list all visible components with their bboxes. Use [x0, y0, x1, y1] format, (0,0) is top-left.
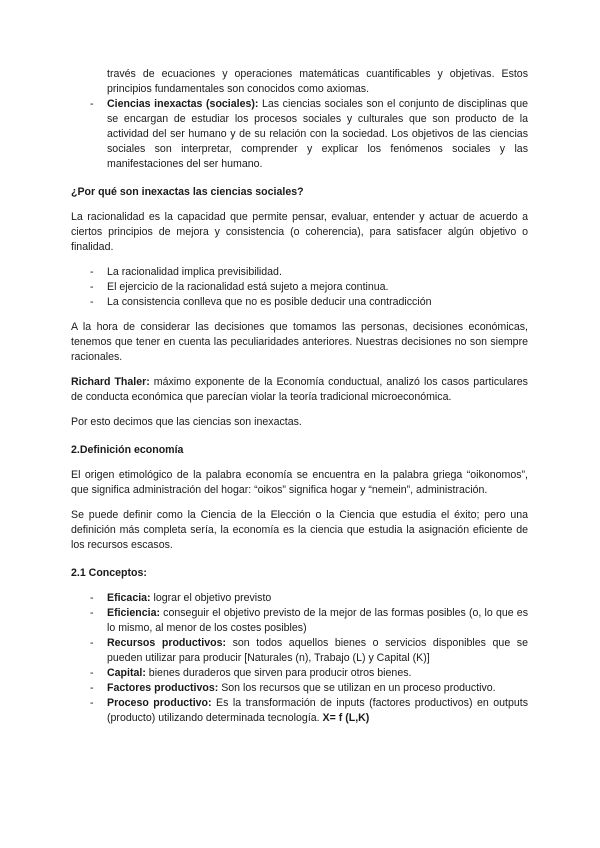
- bullet-dash: -: [90, 296, 94, 308]
- list-item: [71, 591, 528, 606]
- bullet-dash: -: [90, 637, 94, 649]
- list-item: [71, 666, 528, 681]
- bullet-dash: -: [90, 281, 94, 293]
- bullet-dash: -: [90, 98, 94, 110]
- term-recursos-productivos: Recursos productivos:: [107, 637, 227, 649]
- bullet-dash: -: [90, 697, 94, 709]
- term-eficiencia: Eficiencia:: [107, 607, 160, 619]
- paragraph-conclusion: Por esto decimos que las ciencias son inexactas.: [71, 416, 302, 428]
- science-type-list: [71, 97, 528, 172]
- list-item: [71, 265, 528, 280]
- section-heading-definicion: 2.Definición economía: [71, 444, 184, 456]
- definition-text: conseguir el objetivo previsto de la mejor de las formas posibles (o, lo que es lo mismo, al menor de los costes posibles): [107, 607, 528, 634]
- list-item: [71, 696, 528, 726]
- section-heading-inexactas: ¿Por qué son inexactas las ciencias sociales?: [71, 186, 304, 198]
- definition-text: Es la transformación de inputs (factores productivos) en outputs (producto) utilizando determinada tecnología.: [107, 697, 528, 724]
- definition-text: lograr el objetivo previsto: [150, 592, 272, 604]
- production-formula: X= f (L,K): [322, 712, 370, 724]
- definition-text: son todos aquellos bienes o servicios disponibles que se pueden utilizar para producir [Naturales (n), Trabajo (L) y Capital (K)]: [107, 637, 528, 664]
- list-item: [71, 636, 528, 666]
- term-factores-productivos: Factores productivos:: [107, 682, 219, 694]
- bullet-dash: -: [90, 592, 94, 604]
- term-ciencias-inexactas: Ciencias inexactas (sociales):: [107, 98, 259, 110]
- paragraph-thaler: [71, 375, 528, 405]
- list-item-text: El ejercicio de la racionalidad está sujeto a mejora continua.: [107, 281, 389, 293]
- thaler-text: máximo exponente de la Economía conductual, analizó los casos particulares de conducta económica que parecían violar la teoría tradicional microeconómica.: [71, 376, 528, 403]
- bullet-dash: -: [90, 607, 94, 619]
- list-continuation: través de ecuaciones y operaciones matemáticas cuantificables y objetivas. Estos principios fundamentales son conocidos como axiomas.: [107, 68, 528, 95]
- definition-text: bienes duraderos que sirven para producir otros bienes.: [145, 667, 412, 679]
- paragraph-etimologia: El origen etimológico de la palabra economía se encuentra en la palabra griega “oikonomos”, que significa administración del hogar: “oikos” significa hogar y “nemein”, administración.: [71, 469, 528, 496]
- term-proceso-productivo: Proceso productivo:: [107, 697, 212, 709]
- definition-text: Las ciencias sociales son el conjunto de disciplinas que se encargan de estudiar los procesos sociales y culturales que son producto de la actividad del ser humano y de su relación con la sociedad. Los objetivos de las ciencias sociales son interpretar, comprender y explicar los fenómenos sociales y las manifestaciones del ser humano.: [107, 98, 529, 170]
- name-richard-thaler: Richard Thaler:: [71, 376, 150, 388]
- list-item: [71, 606, 528, 636]
- paragraph-decisiones: A la hora de considerar las decisiones que tomamos las personas, decisiones económicas, tenemos que tener en cuenta las peculiaridades anteriores. Nuestras decisiones no son siempre racionales.: [71, 321, 528, 363]
- list-item: [71, 97, 528, 172]
- list-item-text: La racionalidad implica previsibilidad.: [107, 266, 282, 278]
- definition-text: Son los recursos que se utilizan en un proceso productivo.: [218, 682, 496, 694]
- list-item: [71, 681, 528, 696]
- racionalidad-list: [71, 265, 528, 310]
- conceptos-list: [71, 591, 528, 726]
- section-heading-conceptos: 2.1 Conceptos:: [71, 567, 147, 579]
- paragraph-racionalidad: La racionalidad es la capacidad que permite pensar, evaluar, entender y actuar de acuerdo a ciertos principios de mejora y consistencia (o coherencia), para satisfacer algún objetivo o finalidad.: [71, 211, 528, 253]
- term-eficacia: Eficacia:: [107, 592, 151, 604]
- bullet-dash: -: [90, 667, 94, 679]
- list-item-text: La consistencia conlleva que no es posible deducir una contradicción: [107, 296, 432, 308]
- list-item: [71, 295, 528, 310]
- paragraph-definicion: Se puede definir como la Ciencia de la Elección o la Ciencia que estudia el éxito; pero una definición más completa sería, la economía es la ciencia que estudia la asignación eficiente de los recursos escasos.: [71, 509, 528, 551]
- bullet-dash: -: [90, 682, 94, 694]
- bullet-dash: -: [90, 266, 94, 278]
- list-item: [71, 280, 528, 295]
- term-capital: Capital:: [107, 667, 146, 679]
- document-body: [71, 67, 528, 726]
